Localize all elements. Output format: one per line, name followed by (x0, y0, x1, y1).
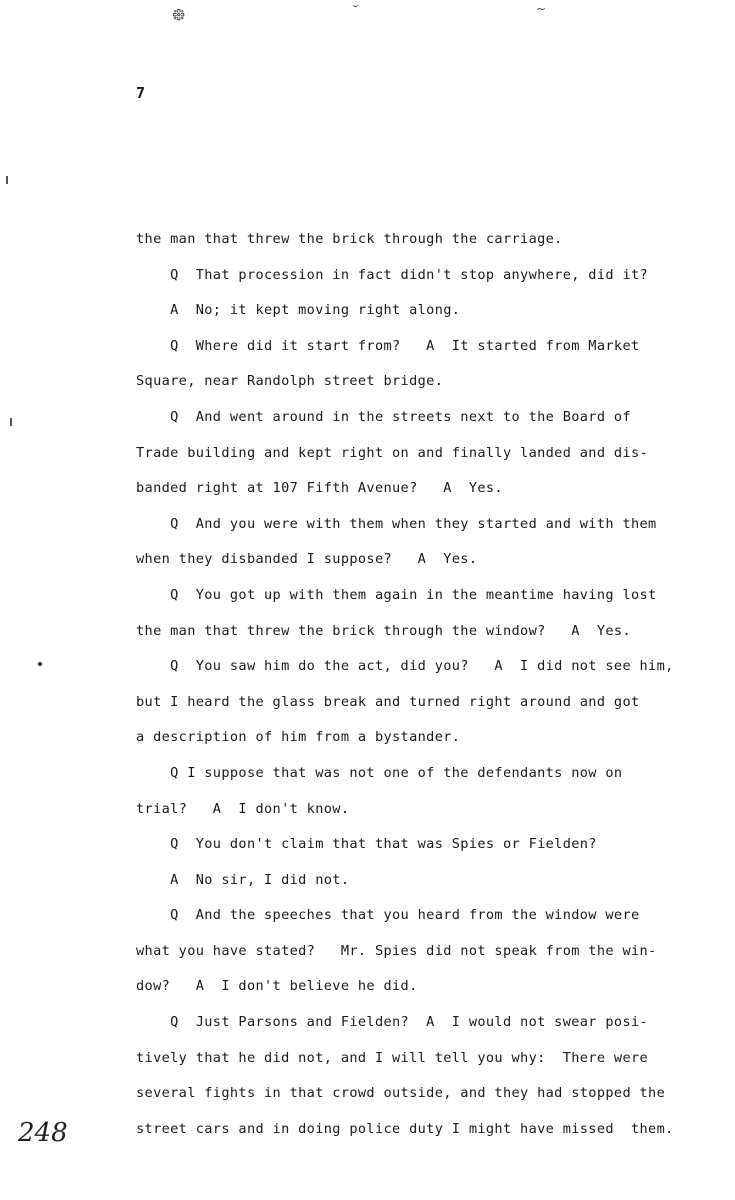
text-line: what you have stated? Mr. Spies did not speak from the win- (136, 942, 657, 959)
text-line: dow? A I don't believe he did. (136, 978, 418, 995)
text-line: Q You saw him do the act, did you? A I did not see him, (136, 658, 674, 675)
text-line: Q That procession in fact didn't stop anywhere, did it? (136, 266, 649, 283)
text-line: tively that he did not, and I will tell you why: There were (136, 1049, 649, 1066)
text-line: the man that threw the brick through the carriage. (136, 231, 563, 247)
text-line: Q And you were with them when they started and with them (136, 515, 657, 532)
text-line: but I heard the glass break and turned right around and got (136, 693, 640, 710)
text-line: a description of him from a bystander. (136, 729, 461, 746)
body-text (136, 222, 711, 1147)
text-line: street cars and in doing police duty I might have missed them. (136, 1120, 674, 1137)
margin-tick-top (6, 176, 8, 184)
text-line: Q And the speeches that you heard from the window were (136, 907, 640, 924)
handwritten-margin-number: 248 (18, 1118, 68, 1148)
text-line: several fights in that crowd outside, and they had stopped the (136, 1085, 666, 1102)
scan-mark-right: ~ (536, 2, 547, 16)
text-line: banded right at 107 Fifth Avenue? A Yes. (136, 480, 503, 497)
text-line: Q I suppose that was not one of the defendants now on (136, 764, 623, 781)
text-line: Q And went around in the streets next to the Board of (136, 408, 631, 425)
scan-mark-left: ᪥ (172, 4, 186, 25)
margin-tick-mid (10, 418, 12, 426)
text-line: Q You don't claim that that was Spies or Fielden? (136, 836, 597, 853)
text-line: Q You got up with them again in the meantime having lost (136, 586, 657, 603)
text-line: A No; it kept moving right along. (136, 302, 461, 319)
margin-dot (38, 662, 42, 666)
text-line: Q Just Parsons and Fielden? A I would not swear posi- (136, 1014, 649, 1031)
scan-mark-center: ˘ (352, 4, 359, 20)
text-line: Trade building and kept right on and finally landed and dis- (136, 444, 649, 461)
page-number: 7 (136, 84, 146, 102)
text-line: when they disbanded I suppose? A Yes. (136, 551, 478, 568)
text-line: Square, near Randolph street bridge. (136, 373, 444, 390)
text-line: A No sir, I did not. (136, 871, 350, 888)
text-line: the man that threw the brick through the window? A Yes. (136, 622, 631, 639)
text-line: trial? A I don't know. (136, 800, 350, 817)
text-line: Q Where did it start from? A It started from Market (136, 337, 640, 354)
